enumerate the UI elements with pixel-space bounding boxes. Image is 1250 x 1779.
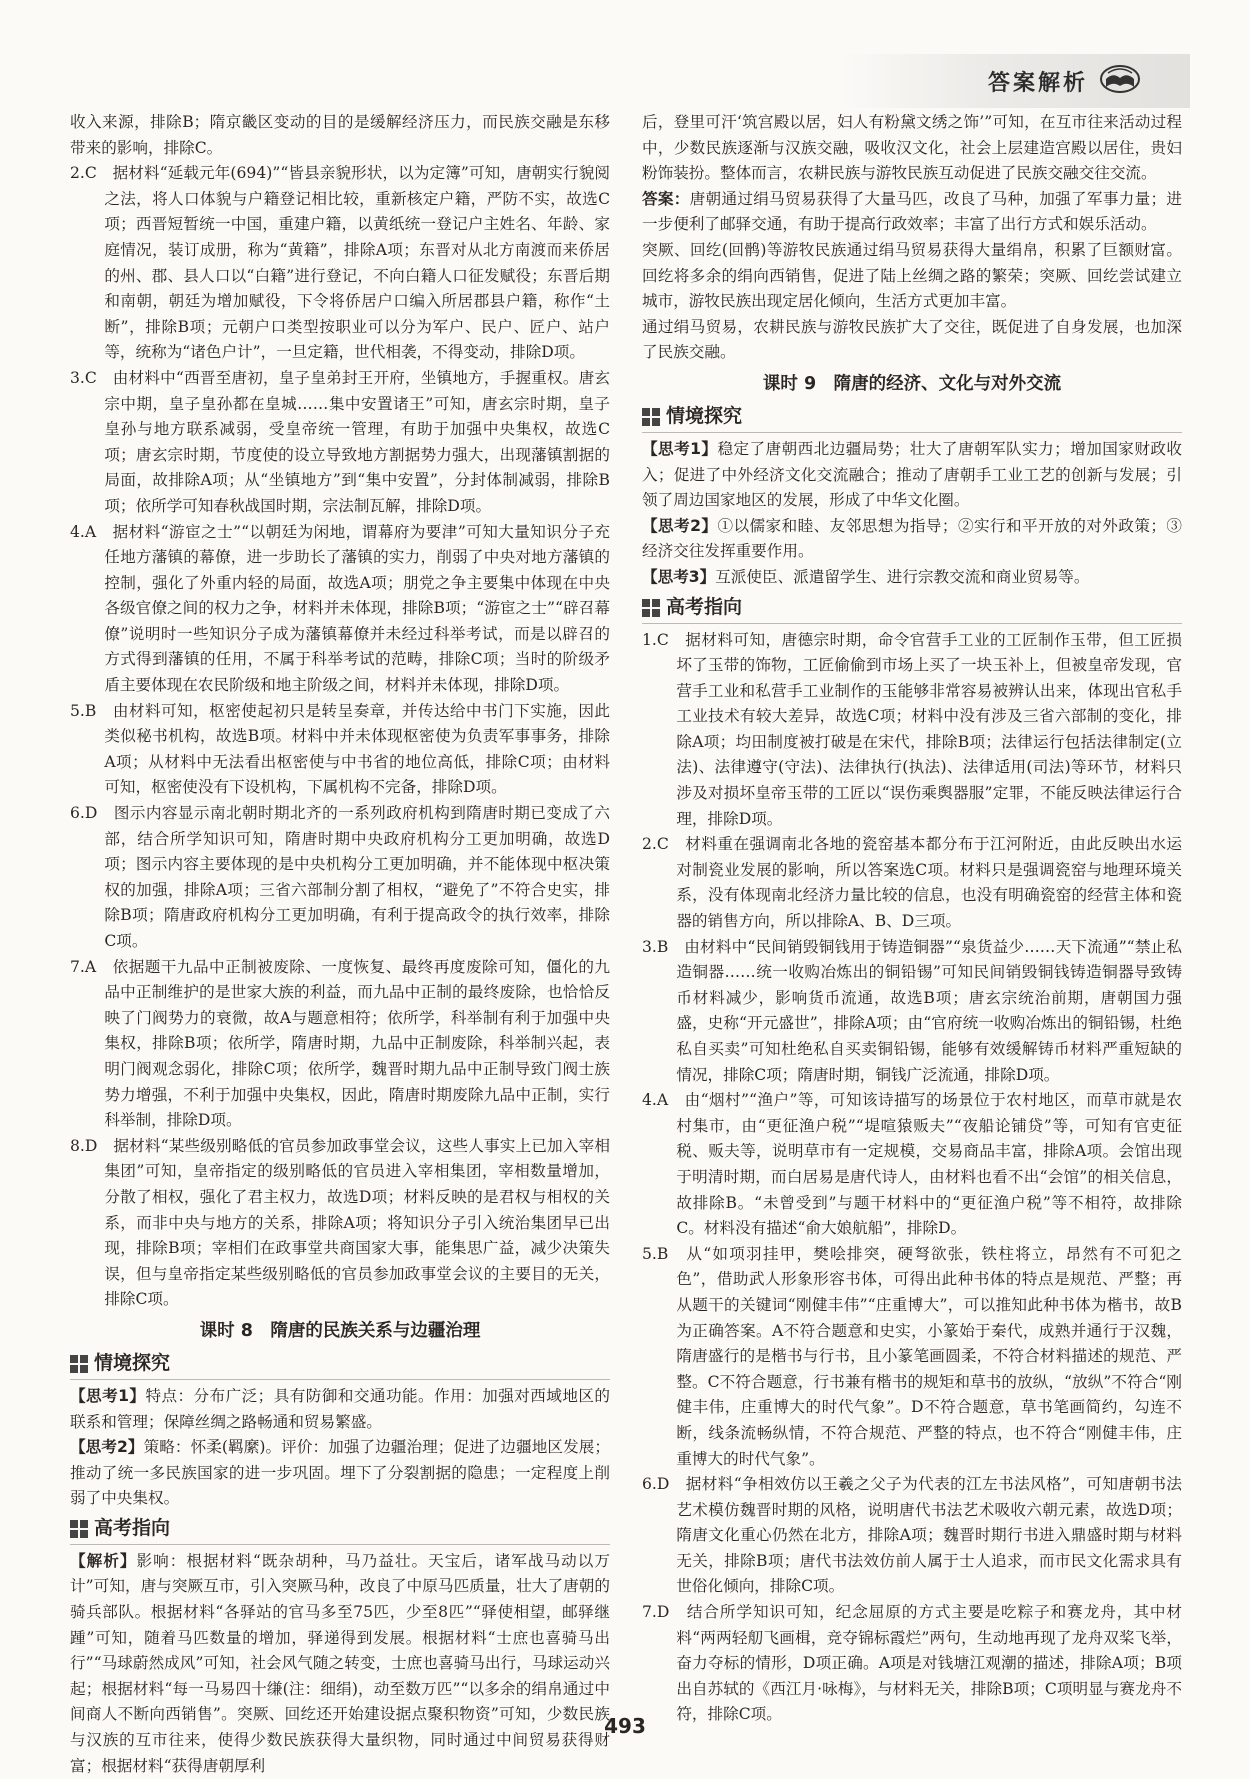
think-2-text: 策略：怀柔(羁縻)。评价：加强了边疆治理；促进了边疆地区发展；推动了统一多民族国家的进一步巩固。埋下了分裂割据的隐患；一定程度上削弱了中央集权。: [70, 1438, 611, 1508]
grid-icon: [70, 1355, 88, 1373]
think-2: [70, 1435, 610, 1512]
answer-item-8: 8.D 据材料“某些级别略低的官员参加政事堂会议，这些人事实上已加入宰相集团”可知，皇帝指定的级别略低的官员进入宰相集团，宰相数量增加，分散了相权，强化了君主权力，故选D项；材料反映的是君权与相权的关系，而非中央与地方的关系，排除A项；将知识分子引入统治集团早已出现，排除B项；宰相们在政事堂共商国家大事，能集思广益，减少决策失误，但与皇帝指定某些级别略低的官员参加政事堂会议的主要目的无关，排除C项。: [70, 1136, 610, 1309]
think-1-tag: 【思考1】: [642, 439, 718, 458]
answer-item-4: 4.A 据材料“游宦之士”“以朝廷为闲地，谓幕府为要津”可知大量知识分子充任地方藩镇的幕僚，进一步助长了藩镇的实力，削弱了中央对地方藩镇的控制，强化了外重内轻的局面，故选A项；朋党之争主要集中体现在中央各级官僚之间的权力之争，材料并未体现，排除B项；“游宦之士”“辟召幕僚”说明时一些知识分子成为藩镇幕僚并未经过科举考试，而是以辟召的方式得到藩镇的任用，不属于科举考试的范畴，排除C项；当时的阶级矛盾主要体现在农民阶级和地主阶级之间，材料并未体现，排除D项。: [70, 522, 610, 695]
paragraph: 通过绢马贸易，农耕民族与游牧民族扩大了交往，既促进了自身发展，也加深了民族交融。: [642, 317, 1182, 362]
section-exam-heading: [642, 593, 1182, 624]
think-1: [70, 1384, 610, 1435]
grid-icon: [70, 1520, 88, 1538]
right-paragraph-continued: 后，登里可汗‘筑宫殿以居，妇人有粉黛文绣之饰’”可知，在互市往来活动过程中，少数民族逐渐与汉族交融，吸收汉文化，社会上层建造宫殿以居住，贵妇粉饰装扮。整体而言，农耕民族与游牧民族互动促进了民族交融交往交流。: [642, 113, 1182, 183]
section-exam-heading: [70, 1514, 610, 1545]
answer-tag: 答案：: [642, 189, 690, 208]
section-title: 情境探究: [666, 405, 743, 428]
paragraph: 突厥、回纥(回鹘)等游牧民族通过绢马贸易获得大量绢帛，积累了巨额财富。回纥将多余的绢向西销售，促进了陆上丝绸之路的繁荣；突厥、回纥尝试建立城市，游牧民族出现定居化倾向，生活方式更加丰富。: [642, 240, 1182, 311]
left-paragraph-continued: 收入来源，排除B；隋京畿区变动的目的是缓解经济压力，而民族交融是东移带来的影响，排除C。: [70, 113, 610, 157]
think-1-text: 稳定了唐朝西北边疆局势；壮大了唐朝军队实力；增加国家财政收入；促进了中外经济文化交流融合；推动了唐朝手工业工艺的创新与发展；引领了周边国家地区的发展，形成了中华文化圈。: [642, 439, 1182, 510]
analysis-text: 影响：根据材料“既杂胡种，马乃益壮。天宝后，诸军战马动以万计”可知，唐与突厥互市，引入突厥马种，改良了中原马匹质量，壮大了唐朝的骑兵部队。根据材料“各驿站的官马多至75匹，少至8匹”“驿使相望，邮驿继踵”可知，随着马匹数量的增加，驿递得到发展。根据材料“士庶也喜骑马出行”“马球蔚然成风”可知，社会风气随之转变，士庶也喜骑马出行，马球运动兴起；根据材料“每一马易四十缣(注：细绢)，动至数万匹”“以多余的绢帛通过中间商人不断向西销售”。突厥、回纥还开始建设据点聚积物资”可知，少数民族与汉族的互市往来，使得少数民族获得大量织物，同时通过中间贸易获得财富；根据材料“获得唐朝厚利: [70, 1551, 610, 1775]
think-2-text: ①以儒家和睦、友邻思想为指导；②实行和平开放的对外政策；③经济交往发挥重要作用。: [642, 516, 1182, 561]
think-1: [642, 437, 1182, 514]
answer-item-6: 6.D 图示内容显示南北朝时期北齐的一系列政府机构到隋唐时期已变成了六部，结合所学知识可知，隋唐时期中央政府机构分工更加明确，故选D项；图示内容主要体现的是中央机构分工更加明确，并不能体现中枢决策权的加强，排除A项；三省六部制分割了相权，“避免了”不符合史实，排除B项；隋唐政府机构分工更加明确，有利于提高政令的执行效率，排除C项。: [70, 804, 610, 950]
lesson-8-title: 课时 8 隋唐的民族关系与边疆治理: [199, 1320, 481, 1341]
answer-item-1: 1.C 据材料可知，唐德宗时期，命令官营手工业的工匠制作玉带，但工匠损坏了玉带的饰物，工匠偷偷到市场上买了一块玉补上，但被皇帝发现，官营手工业和私营手工业制作的玉能够非常容易被辨认出来，体现出官私手工业技术有较大差异，故选C项；材料中没有涉及三省六部制的变化，排除A项；均田制度被打破是在宋代，排除B项；法律运行包括法律制定(立法)、法律遵守(守法)、法律执行(执法)、法律适用(司法)等环节，材料只涉及对损坏皇帝玉带的工匠以“误伤乘舆器服”定罪，不能反映法律运行合理，排除D项。: [642, 630, 1182, 828]
think-2-tag: 【思考2】: [642, 516, 718, 535]
think-3-text: 互派使臣、派遣留学生、进行宗教交流和商业贸易等。: [715, 567, 1090, 586]
book-logo-icon: [1098, 62, 1142, 96]
answer-text: 唐朝通过绢马贸易获得了大量马匹，改良了马种，加强了军事力量；进一步便利了邮驿交通，有助于提高行政效率；丰富了出行方式和娱乐活动。: [642, 189, 1182, 234]
right-column: [642, 110, 1182, 1728]
think-2: [642, 514, 1182, 565]
header-title: 答案解析: [987, 71, 1088, 96]
section-title: 高考指向: [666, 595, 743, 618]
answer-block: [642, 187, 1182, 238]
answer-item-7: 7.A 依据题干九品中正制被废除、一度恢复、最终再度废除可知，僵化的九品中正制维护的是世家大族的利益，而九品中正制的最终废除，也恰恰反映了门阀势力的衰微，故A与题意相符；依所学，科举制有利于加强中央集权，排除B项；依所学，隋唐时期，九品中正制废除，科举制兴起，表明门阀观念弱化，排除C项；依所学，魏晋时期九品中正制导致门阀士族势力增强，不利于加强中央集权，因此，隋唐时期废除九品中正制，实行科举制，排除D项。: [70, 957, 610, 1130]
grid-icon: [642, 599, 660, 617]
grid-icon: [642, 408, 660, 426]
lesson-9-title: 课时 9 隋唐的经济、文化与对外交流: [762, 373, 1062, 394]
answer-item-5: 5.B 从“如项羽挂甲，樊哙排突，硬弩欲张，铁柱将立，昂然有不可犯之色”，借助武人形象形容书体，可得出此种书体的特点是规范、严整；再从题干的关键词“刚健丰伟”“庄重博大”，可以推知此种书体为楷书，故B为正确答案。A不符合题意和史实，小篆始于秦代，成熟并通行于汉魏，隋唐盛行的是楷书与行书，且小篆笔画圆柔，不符合材料描述的规范、严整。C不符合题意，行书兼有楷书的规矩和草书的放纵，“放纵”不符合“刚健丰伟，庄重博大的时代气象”。D不符合题意，草书笔画简约，勾连不断，线条流畅纵情，不符合规范、严整的特点，也不符合“刚健丰伟，庄重博大的时代气象”。: [642, 1244, 1182, 1468]
answer-item-7: 7.D 结合所学知识可知，纪念屈原的方式主要是吃粽子和赛龙舟，其中材料“两两轻舠飞画楫，竞夺锦标霞烂”两句，生动地再现了龙舟双桨飞举，奋力夺标的情形，D项正确。A项是对钱塘江观潮的描述，排除A项；B项出自苏轼的《西江月·咏梅》，与材料无关，排除B项；C项明显与赛龙舟不符，排除C项。: [642, 1603, 1182, 1724]
page-header: [840, 54, 1190, 108]
think-1-tag: 【思考1】: [70, 1386, 146, 1405]
section-title: 情境探究: [94, 1352, 171, 1375]
section-context-heading: [70, 1349, 610, 1380]
think-1-text: 特点：分布广泛；具有防御和交通功能。作用：加强对西域地区的联系和管理；保障丝绸之路畅通和贸易繁盛。: [70, 1386, 610, 1431]
think-2-tag: 【思考2】: [70, 1438, 144, 1457]
answer-item-3: 3.B 由材料中“民间销毁铜钱用于铸造铜器”“泉货益少……天下流通”“禁止私造铜器……统一收购冶炼出的铜铅锡”可知民间销毁铜钱铸造铜器导致铸币材料减少，影响货币流通，故选B项；唐玄宗统治前期，唐朝国力强盛，史称“开元盛世”，排除A项；由“官府统一收购冶炼出的铜铅锡，杜绝私自买卖”可知杜绝私自买卖铜铅锡，能够有效缓解铸币材料严重短缺的情况，排除C项；隋唐时期，铜钱广泛流通，排除D项。: [642, 937, 1182, 1084]
answer-item-2: 2.C 据材料“延载元年(694)”“皆县亲貌形状，以为定簿”可知，唐朝实行貌阅之法，将人口体貌与户籍登记相比较，重新核定户籍，严防不实，故选C项；西晋短暂统一中国，重建户籍，以黄纸统一登记户主姓名、年龄、家庭情况，装订成册，称为“黄籍”，排除A项；东晋对从北方南渡而来侨居的州、郡、县人口以“白籍”进行登记，不向白籍人口征发赋役；东晋后期和南朝，朝廷为增加赋役，下令将侨居户口编入所居郡县户籍，称作“土断”，排除B项；元朝户口类型按职业可以分为军户、民户、匠户、站户等，统称为“诸色户计”，一旦定籍，世代相袭，不得变动，排除D项。: [70, 164, 610, 362]
answer-item-2: 2.C 材料重在强调南北各地的瓷窑基本都分布于江河附近，由此反映出水运对制瓷业发展的影响，所以答案选C项。材料只是强调瓷窑与地理环境关系，没有体现南北经济力量比较的信息，也没有明确瓷窑的经营主体和瓷器的销售方向，所以排除A、B、D三项。: [642, 835, 1182, 931]
analysis-tag: 【解析】: [70, 1551, 137, 1570]
answer-item-5: 5.B 由材料可知，枢密使起初只是转呈奏章，并传达给中书门下实施，因此类似秘书机构，故选B项。材料中并未体现枢密使为负责军事事务，排除A项；从材料中无法看出枢密使与中书省的地位高低，排除C项；由材料可知，枢密使没有下设机构，下属机构不完备，排除D项。: [70, 701, 610, 797]
think-3: [642, 565, 1182, 591]
answer-item-4: 4.A 由“烟村”“渔户”等，可知该诗描写的场景位于农村地区，而草市就是农村集市，由“更征渔户税”“堤喧猿贩夫”“夜船论铺贷”等，可知有官吏征税、贩夫等，说明草市有一定规模，交易商品丰富，排除A项。会馆出现于明清时期，而白居易是唐代诗人，由材料也看不出“会馆”的相关信息，故排除B。“未曾受到”与题干材料中的“更征渔户税”等不相符，故排除C。材料没有描述“俞大娘航船”，排除D。: [642, 1091, 1182, 1238]
answer-item-3: 3.C 由材料中“西晋至唐初，皇子皇弟封王开府，坐镇地方，手握重权。唐玄宗中期，皇子皇孙都在皇城……集中安置诸王”可知，唐玄宗时期，皇子皇孙与地方联系减弱，受皇帝统一管理，有助于加强中央集权，故选C项；唐玄宗时期，节度使的设立导致地方割据势力强大，出现藩镇割据的局面，故排除A项；从“坐镇地方”到“集中安置”，分封体制减弱，排除B项；依所学可知春秋战国时期，宗法制瓦解，排除D项。: [70, 368, 610, 515]
page-number: 493: [604, 1714, 646, 1738]
section-title: 高考指向: [94, 1517, 171, 1540]
left-column: [70, 110, 610, 1779]
analysis: [70, 1549, 610, 1779]
think-3-tag: 【思考3】: [642, 567, 716, 586]
answer-item-6: 6.D 据材料“争相效仿以王羲之父子为代表的江左书法风格”，可知唐朝书法艺术模仿魏晋时期的风格，说明唐代书法艺术吸收六朝元素，故选D项；隋唐文化重心仍然在北方，排除A项；魏晋时期行书进入鼎盛时期与材料无关，排除B项；唐代书法效仿前人属于士人追求，而市民文化需求具有世俗化倾向，排除C项。: [642, 1475, 1182, 1596]
section-context-heading: [642, 402, 1182, 433]
